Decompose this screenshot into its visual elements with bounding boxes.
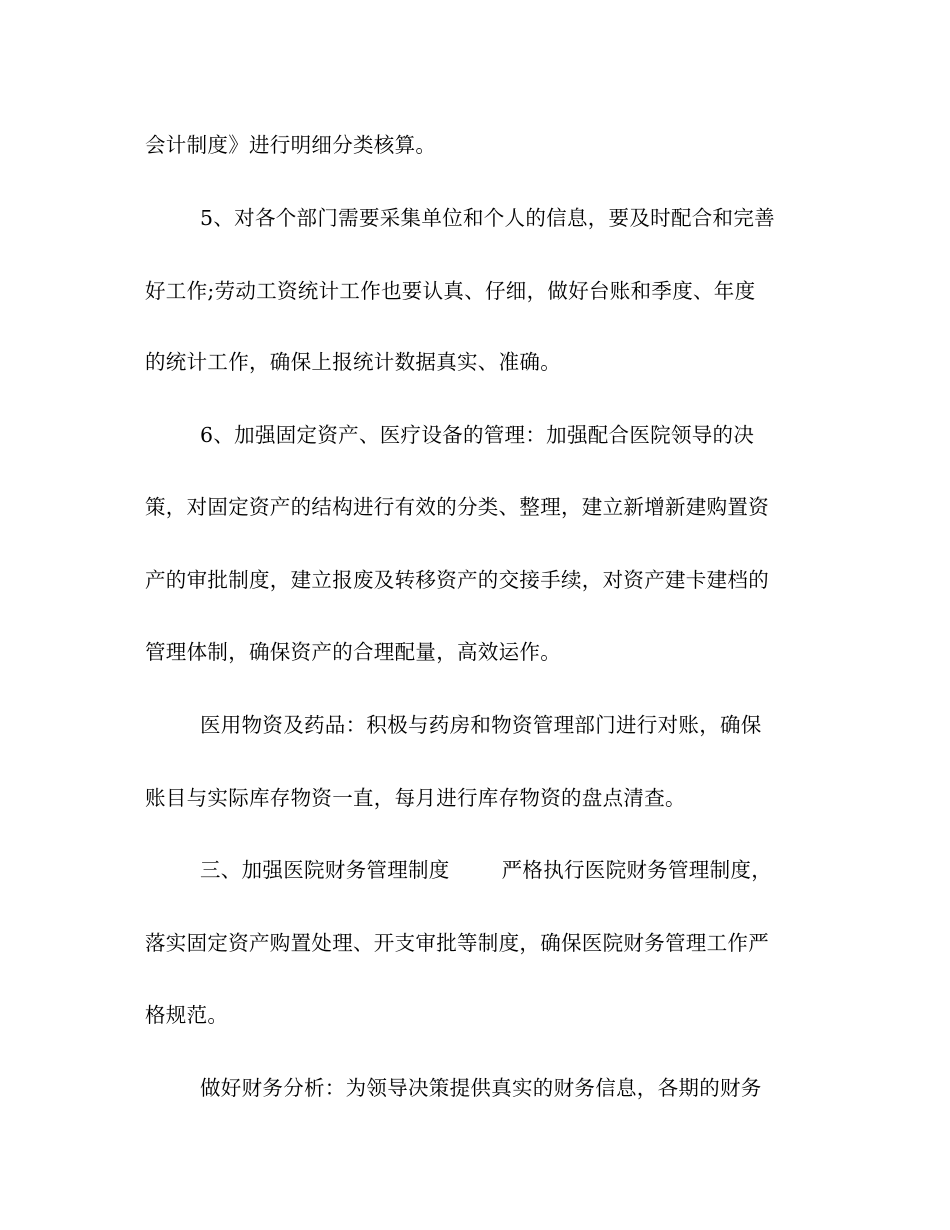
text-line: 的统计工作，确保上报统计数据真实、准确。 [145,350,561,374]
text-line: 策，对固定资产的结构进行有效的分类、整理，建立新增新建购置资 [145,495,769,519]
text-line: 账目与实际库存物资一直，每月进行库存物资的盘点清查。 [145,786,686,810]
section-heading: 三、加强医院财务管理制度 [200,858,450,882]
text-line: 严格执行医院财务管理制度， [501,858,773,882]
text-line: 落实固定资产购置处理、开支审批等制度，确保医院财务管理工作严 [145,931,769,955]
text-line: 6、加强固定资产、医疗设备的管理：加强配合医院领导的决 [200,423,755,447]
text-line: 5、对各个部门需要采集单位和个人的信息，要及时配合和完善 [200,206,775,230]
text-line: 医用物资及药品：积极与药房和物资管理部门进行对账，确保 [200,713,762,737]
text-line: 管理体制，确保资产的合理配量，高效运作。 [145,640,561,664]
text-line: 产的审批制度，建立报废及转移资产的交接手续，对资产建卡建档的 [145,568,769,592]
section-heading-line [200,855,860,885]
text-line: 做好财务分析：为领导决策提供真实的财务信息，各期的财务 [200,1076,762,1100]
text-line: 会计制度》进行明细分类核算。 [145,133,437,157]
text-line: 好工作;劳动工资统计工作也要认真、仔细，做好台账和季度、年度 [145,279,756,303]
text-line: 格规范。 [145,1003,229,1027]
